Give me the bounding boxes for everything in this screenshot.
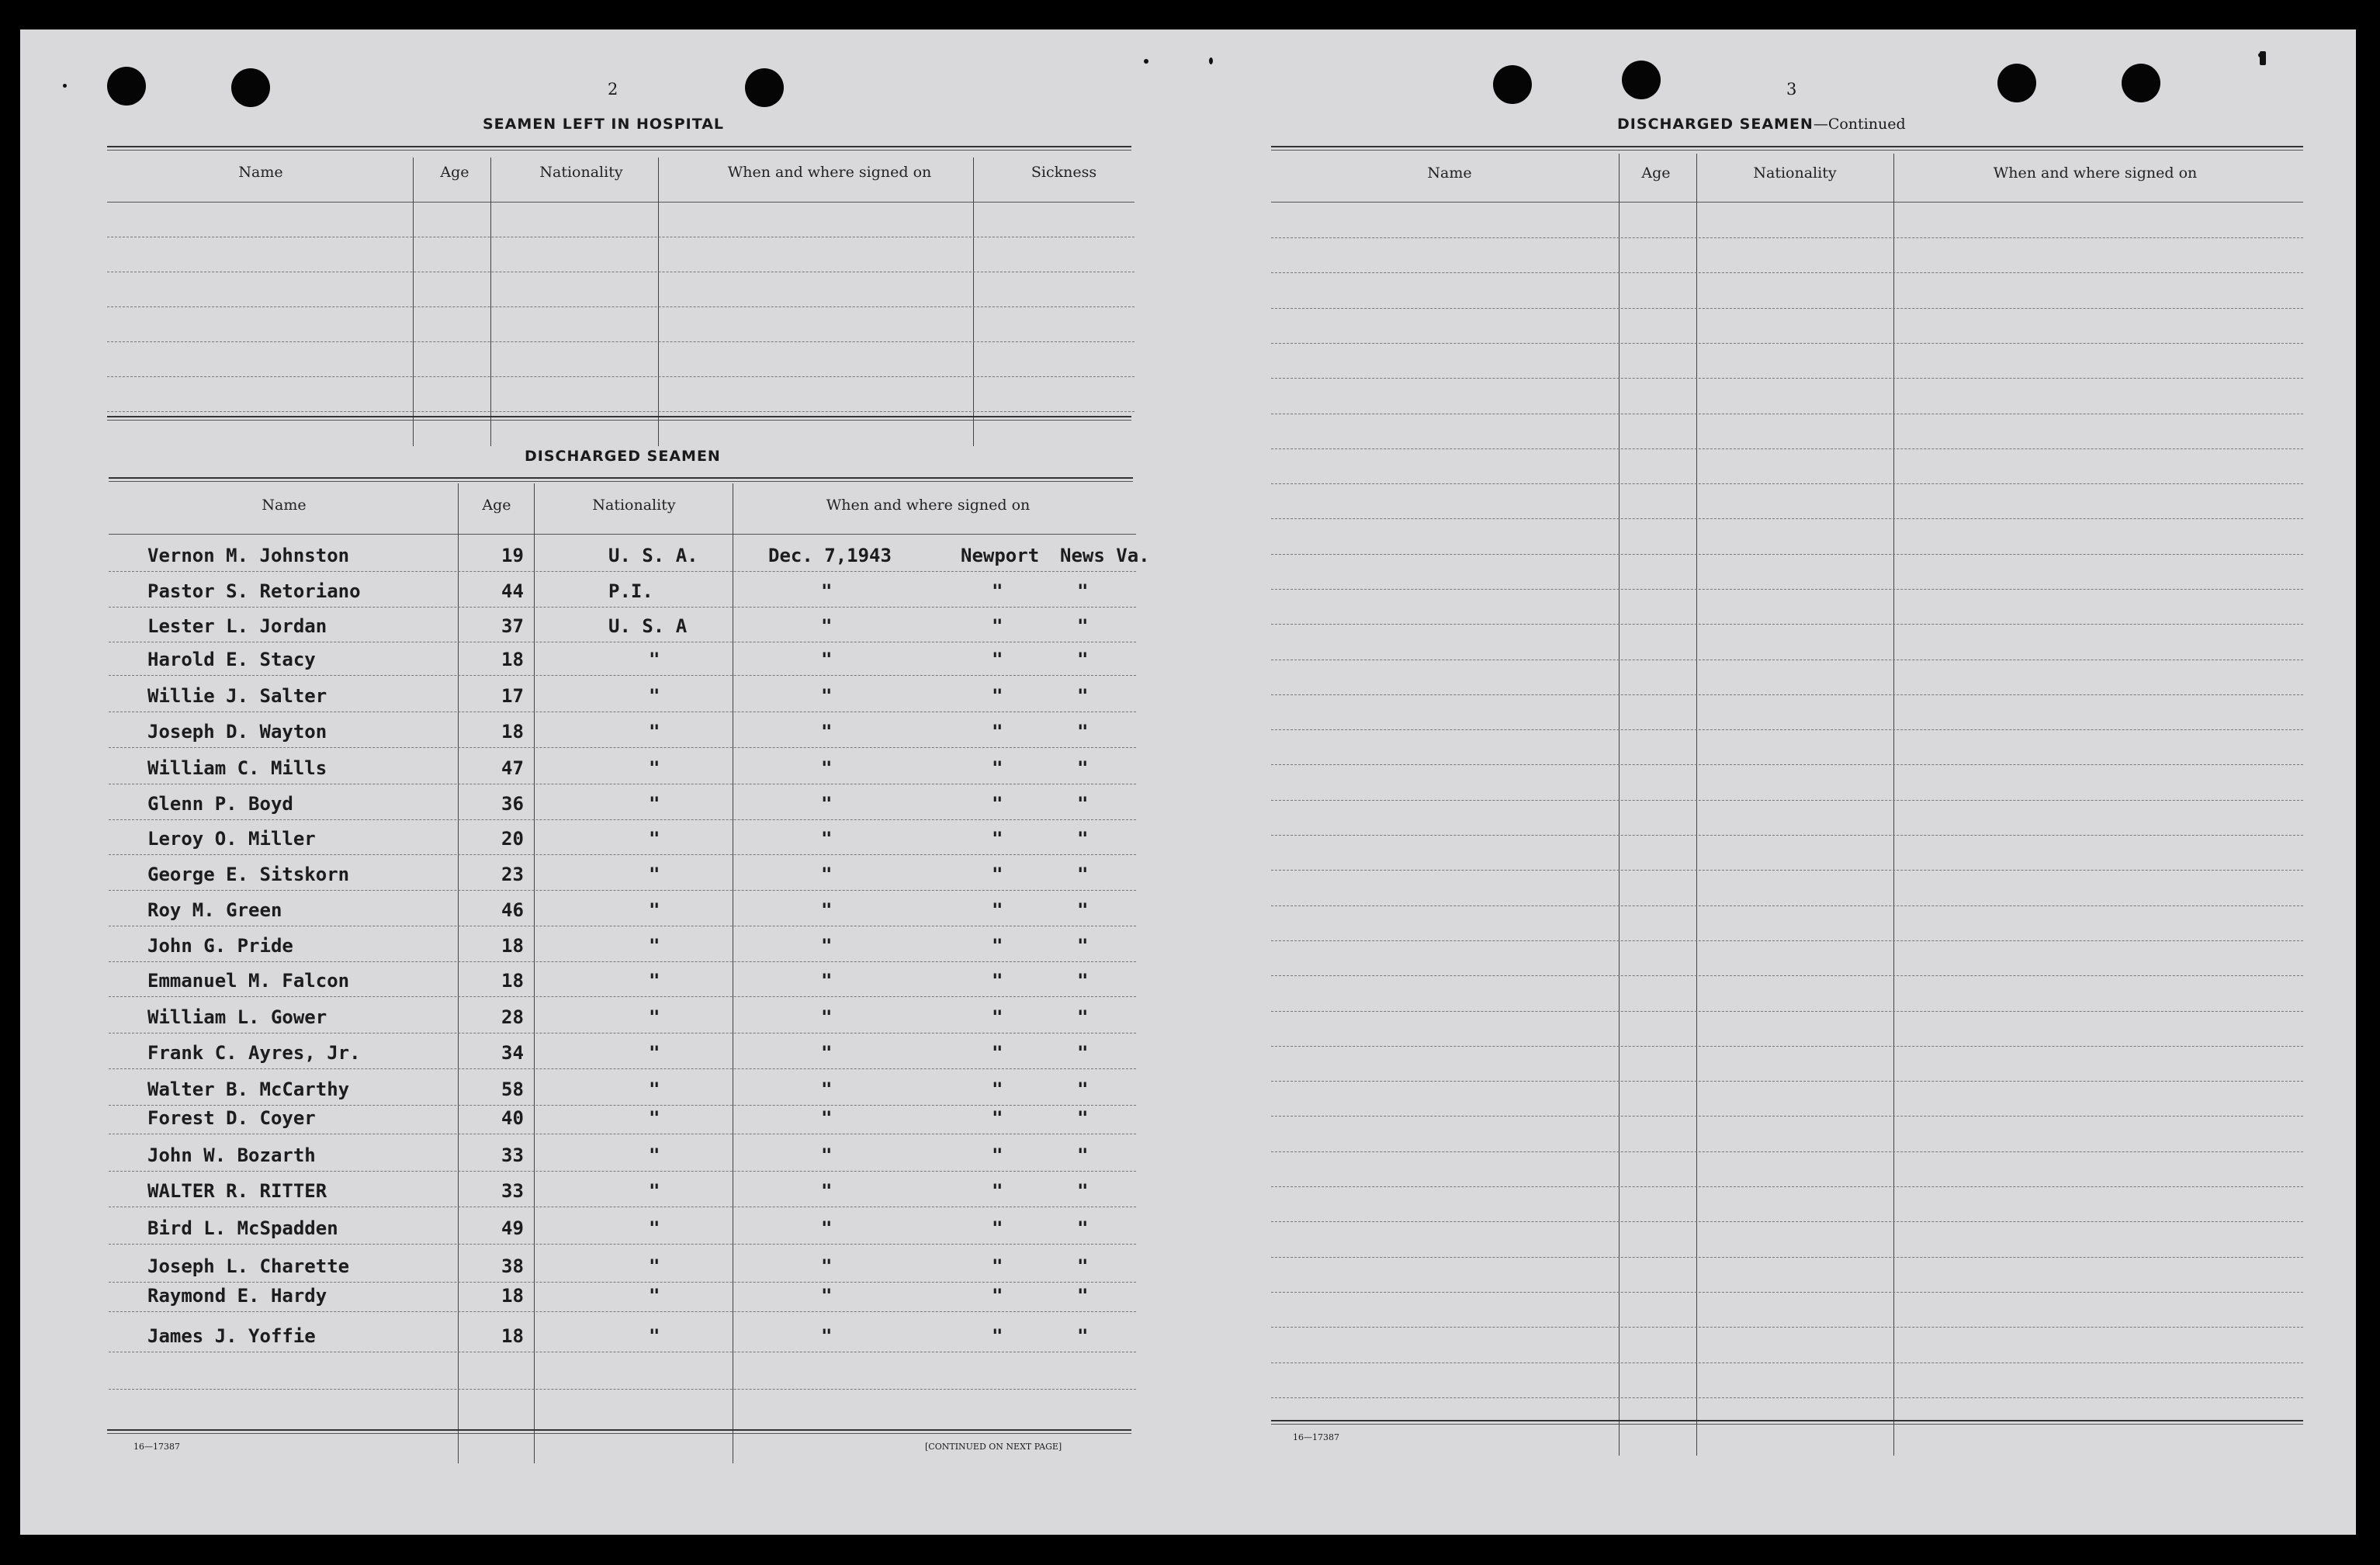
continued-section-title <box>1617 116 1906 133</box>
right-ruled-line <box>1271 1151 2303 1152</box>
signed-on-date: " <box>821 864 833 885</box>
signed-on-place: " <box>1077 1107 1089 1129</box>
signed-on-place: " <box>1077 615 1089 637</box>
signed-on-place: " <box>1077 649 1089 670</box>
seaman-age: 44 <box>501 580 524 602</box>
seaman-nationality: " <box>649 1180 660 1202</box>
punch-hole-icon <box>1997 64 2036 102</box>
signed-on-place: Newport <box>961 545 1040 566</box>
signed-on-date: " <box>821 1325 833 1347</box>
signed-on-date: " <box>821 721 833 743</box>
signed-on-place: " <box>1077 1042 1089 1064</box>
signed-on-place: " <box>1077 1180 1089 1202</box>
signed-on-date: " <box>821 1144 833 1166</box>
signed-on-place: " <box>1077 1217 1089 1239</box>
table-row-rule <box>109 571 1136 572</box>
seaman-nationality: " <box>649 1285 660 1307</box>
page-number-right: 3 <box>1786 80 1797 99</box>
seaman-name: James J. Yoffie <box>147 1325 316 1347</box>
seaman-nationality: U. S. A <box>608 615 688 637</box>
seaman-name: WALTER R. RITTER <box>147 1180 327 1202</box>
seaman-name: Joseph D. Wayton <box>147 721 327 743</box>
right-col-nationality: Nationality <box>1753 164 1837 182</box>
signed-on-place: " <box>992 1217 1003 1239</box>
signed-on-date: " <box>821 580 833 602</box>
right-ruled-line <box>1271 764 2303 765</box>
right-ruled-line <box>1271 1327 2303 1328</box>
document-sheet <box>20 29 2356 1535</box>
hospital-col-divider <box>658 158 659 446</box>
right-ruled-line <box>1271 1116 2303 1117</box>
seaman-age: 58 <box>501 1079 524 1100</box>
seaman-name: Walter B. McCarthy <box>147 1079 350 1100</box>
seaman-name: Vernon M. Johnston <box>147 545 350 566</box>
signed-on-place: " <box>992 757 1003 779</box>
signed-on-place: News Va. <box>1060 545 1150 566</box>
seaman-nationality: " <box>649 935 660 957</box>
hospital-ruled-line <box>107 411 1135 412</box>
right-header-rule <box>1271 202 2303 203</box>
right-top-rule <box>1271 146 2303 151</box>
right-col-divider <box>1893 154 1894 1456</box>
right-ruled-line <box>1271 343 2303 344</box>
signed-on-date: " <box>821 899 833 921</box>
seaman-age: 18 <box>501 721 524 743</box>
hospital-header-rule <box>107 202 1135 203</box>
seaman-name: Leroy O. Miller <box>147 828 316 850</box>
signed-on-place: " <box>1077 1006 1089 1028</box>
table-row-rule <box>109 996 1136 997</box>
seaman-age: 18 <box>501 935 524 957</box>
ink-speck <box>63 84 67 88</box>
signed-on-place: " <box>1077 1144 1089 1166</box>
continued-note: [CONTINUED ON NEXT PAGE] <box>925 1442 1062 1452</box>
signed-on-date: " <box>821 649 833 670</box>
table-row-rule <box>109 961 1136 962</box>
signed-on-date: " <box>821 1180 833 1202</box>
table-row-rule <box>109 1282 1136 1283</box>
punch-hole-icon <box>1622 61 1661 99</box>
signed-on-date: " <box>821 1079 833 1100</box>
hospital-ruled-line <box>107 341 1135 342</box>
seaman-name: John W. Bozarth <box>147 1144 316 1166</box>
signed-on-place: " <box>1077 1325 1089 1347</box>
seaman-nationality: " <box>649 685 660 707</box>
seaman-name: Frank C. Ayres, Jr. <box>147 1042 361 1064</box>
signed-on-place: " <box>1077 757 1089 779</box>
punch-hole-icon <box>2122 64 2160 102</box>
seaman-nationality: " <box>649 970 660 992</box>
discharged-col-divider <box>458 483 459 1463</box>
right-ruled-line <box>1271 1046 2303 1047</box>
seaman-age: 18 <box>501 1285 524 1307</box>
discharged-col-signed-on: When and where signed on <box>826 497 1031 514</box>
seaman-nationality: " <box>649 1217 660 1239</box>
signed-on-place: " <box>992 864 1003 885</box>
table-row-rule <box>109 675 1136 676</box>
form-number-left: 16—17387 <box>133 1442 180 1452</box>
table-row-rule <box>109 1105 1136 1106</box>
right-ruled-line <box>1271 448 2303 449</box>
ink-speck <box>1209 57 1213 64</box>
right-ruled-line <box>1271 1221 2303 1222</box>
hospital-col-age: Age <box>440 164 469 181</box>
seaman-name: Pastor S. Retoriano <box>147 580 361 602</box>
table-row-rule <box>109 1068 1136 1069</box>
right-ruled-line <box>1271 1011 2303 1012</box>
hospital-section-title: SEAMEN LEFT IN HOSPITAL <box>483 116 725 133</box>
seaman-age: 28 <box>501 1006 524 1028</box>
signed-on-date: " <box>821 793 833 815</box>
seaman-name: Joseph L. Charette <box>147 1255 350 1277</box>
hospital-col-nationality: Nationality <box>539 164 623 181</box>
signed-on-place: " <box>992 828 1003 850</box>
signed-on-place: " <box>992 721 1003 743</box>
punch-hole-icon <box>1493 65 1532 104</box>
signed-on-place: " <box>992 1042 1003 1064</box>
right-ruled-line <box>1271 870 2303 871</box>
signed-on-place: " <box>1077 864 1089 885</box>
right-ruled-line <box>1271 975 2303 976</box>
hospital-col-signed-on: When and where signed on <box>727 164 932 181</box>
discharged-col-divider <box>534 483 535 1463</box>
right-ruled-line <box>1271 1081 2303 1082</box>
seaman-name: Bird L. McSpadden <box>147 1217 338 1239</box>
punch-hole-icon <box>745 68 784 107</box>
table-row-rule <box>109 1311 1136 1312</box>
signed-on-date: " <box>821 1107 833 1129</box>
table-row-rule <box>109 890 1136 891</box>
seaman-age: 46 <box>501 899 524 921</box>
seaman-nationality: P.I. <box>608 580 653 602</box>
signed-on-place: " <box>1077 935 1089 957</box>
table-row-rule <box>109 1033 1136 1034</box>
signed-on-place: " <box>1077 685 1089 707</box>
hospital-col-divider <box>490 158 491 446</box>
seaman-nationality: " <box>649 1107 660 1129</box>
seaman-nationality: " <box>649 1255 660 1277</box>
signed-on-place: " <box>992 1107 1003 1129</box>
table-row-rule <box>109 747 1136 748</box>
signed-on-date: Dec. 7,1943 <box>768 545 892 566</box>
right-ruled-line <box>1271 800 2303 801</box>
seaman-age: 19 <box>501 545 524 566</box>
seaman-name: Glenn P. Boyd <box>147 793 293 815</box>
right-col-age: Age <box>1641 164 1671 182</box>
signed-on-place: " <box>992 1006 1003 1028</box>
right-ruled-line <box>1271 940 2303 941</box>
seaman-age: 33 <box>501 1144 524 1166</box>
seaman-nationality: " <box>649 757 660 779</box>
table-row-rule <box>109 1244 1136 1245</box>
seaman-name: Lester L. Jordan <box>147 615 327 637</box>
seaman-nationality: " <box>649 1042 660 1064</box>
hospital-ruled-line <box>107 306 1135 307</box>
seaman-name: Roy M. Green <box>147 899 282 921</box>
discharged-bottom-rule <box>107 1429 1131 1434</box>
hospital-ruled-line <box>107 376 1135 377</box>
seaman-nationality: " <box>649 864 660 885</box>
signed-on-place: " <box>1077 899 1089 921</box>
hospital-top-rule <box>107 146 1131 151</box>
seaman-age: 40 <box>501 1107 524 1129</box>
seaman-name: Forest D. Coyer <box>147 1107 316 1129</box>
right-ruled-line <box>1271 308 2303 309</box>
signed-on-place: " <box>1077 721 1089 743</box>
discharged-col-nationality: Nationality <box>592 497 676 514</box>
right-col-divider <box>1696 154 1697 1456</box>
signed-on-place: " <box>992 1255 1003 1277</box>
seaman-name: Raymond E. Hardy <box>147 1285 327 1307</box>
seaman-nationality: U. S. A. <box>608 545 698 566</box>
signed-on-place: " <box>992 1325 1003 1347</box>
signed-on-date: " <box>821 1217 833 1239</box>
seaman-age: 18 <box>501 649 524 670</box>
right-ruled-line <box>1271 729 2303 730</box>
signed-on-date: " <box>821 1285 833 1307</box>
seaman-age: 33 <box>501 1180 524 1202</box>
seaman-name: William L. Gower <box>147 1006 327 1028</box>
seaman-name: Willie J. Salter <box>147 685 327 707</box>
right-ruled-line <box>1271 272 2303 273</box>
seaman-age: 34 <box>501 1042 524 1064</box>
signed-on-date: " <box>821 615 833 637</box>
seaman-age: 20 <box>501 828 524 850</box>
right-ruled-line <box>1271 1397 2303 1398</box>
seaman-name: Harold E. Stacy <box>147 649 316 670</box>
signed-on-place: " <box>1077 1255 1089 1277</box>
right-ruled-line <box>1271 1257 2303 1258</box>
right-bottom-rule <box>1271 1420 2303 1425</box>
signed-on-date: " <box>821 1042 833 1064</box>
signed-on-date: " <box>821 828 833 850</box>
signed-on-place: " <box>1077 1285 1089 1307</box>
seaman-nationality: " <box>649 721 660 743</box>
signed-on-date: " <box>821 935 833 957</box>
hospital-col-sickness: Sickness <box>1031 164 1097 181</box>
seaman-age: 38 <box>501 1255 524 1277</box>
seaman-nationality: " <box>649 1144 660 1166</box>
right-ruled-line <box>1271 624 2303 625</box>
table-row-rule <box>109 854 1136 855</box>
seaman-age: 17 <box>501 685 524 707</box>
signed-on-place: " <box>992 1285 1003 1307</box>
table-row-rule <box>109 819 1136 820</box>
punch-hole-icon <box>231 68 270 107</box>
table-row-rule <box>109 1171 1136 1172</box>
signed-on-date: " <box>821 1255 833 1277</box>
right-ruled-line <box>1271 518 2303 519</box>
right-ruled-line <box>1271 554 2303 555</box>
ink-speck <box>2260 51 2266 65</box>
hospital-col-divider <box>413 158 414 446</box>
punch-hole-icon <box>107 67 146 106</box>
right-ruled-line <box>1271 1186 2303 1187</box>
seaman-nationality: " <box>649 793 660 815</box>
discharged-header-rule <box>109 534 1136 535</box>
seaman-age: 18 <box>501 970 524 992</box>
signed-on-place: " <box>992 793 1003 815</box>
hospital-col-divider <box>973 158 974 446</box>
seaman-nationality: " <box>649 828 660 850</box>
right-ruled-line <box>1271 835 2303 836</box>
signed-on-place: " <box>1077 580 1089 602</box>
signed-on-place: " <box>992 1144 1003 1166</box>
right-col-signed-on: When and where signed on <box>1993 164 2198 182</box>
seaman-age: 18 <box>501 1325 524 1347</box>
right-ruled-line <box>1271 237 2303 238</box>
discharged-top-rule <box>109 477 1133 482</box>
right-col-name: Name <box>1427 164 1472 182</box>
signed-on-place: " <box>992 935 1003 957</box>
discharged-col-name: Name <box>262 497 307 514</box>
seaman-name: Emmanuel M. Falcon <box>147 970 350 992</box>
table-row-rule <box>109 607 1136 608</box>
seaman-age: 36 <box>501 793 524 815</box>
seaman-name: John G. Pride <box>147 935 293 957</box>
continued-title-main: DISCHARGED SEAMEN <box>1617 116 1814 133</box>
signed-on-place: " <box>1077 828 1089 850</box>
ink-speck <box>1144 59 1148 64</box>
seaman-age: 37 <box>501 615 524 637</box>
hospital-bottom-rule <box>107 416 1131 421</box>
signed-on-place: " <box>992 1079 1003 1100</box>
seaman-age: 47 <box>501 757 524 779</box>
seaman-nationality: " <box>649 649 660 670</box>
seaman-nationality: " <box>649 1079 660 1100</box>
right-ruled-line <box>1271 378 2303 379</box>
page-number-left: 2 <box>608 80 618 99</box>
continued-title-suffix: —Continued <box>1813 116 1906 133</box>
signed-on-place: " <box>992 615 1003 637</box>
form-number-right: 16—17387 <box>1293 1432 1339 1442</box>
right-ruled-line <box>1271 1362 2303 1363</box>
right-ruled-line <box>1271 905 2303 906</box>
seaman-nationality: " <box>649 899 660 921</box>
seaman-age: 49 <box>501 1217 524 1239</box>
signed-on-date: " <box>821 685 833 707</box>
table-row-rule <box>109 1389 1136 1390</box>
signed-on-place: " <box>992 970 1003 992</box>
right-ruled-line <box>1271 694 2303 695</box>
signed-on-place: " <box>992 685 1003 707</box>
seaman-nationality: " <box>649 1325 660 1347</box>
seaman-name: George E. Sitskorn <box>147 864 350 885</box>
right-ruled-line <box>1271 483 2303 484</box>
seaman-age: 23 <box>501 864 524 885</box>
discharged-col-age: Age <box>482 497 511 514</box>
signed-on-place: " <box>992 1180 1003 1202</box>
signed-on-place: " <box>992 649 1003 670</box>
seaman-nationality: " <box>649 1006 660 1028</box>
right-ruled-line <box>1271 1292 2303 1293</box>
signed-on-place: " <box>1077 1079 1089 1100</box>
signed-on-date: " <box>821 757 833 779</box>
signed-on-place: " <box>992 899 1003 921</box>
seaman-name: William C. Mills <box>147 757 327 779</box>
signed-on-place: " <box>1077 793 1089 815</box>
hospital-col-name: Name <box>238 164 283 181</box>
right-col-divider <box>1619 154 1620 1456</box>
right-ruled-line <box>1271 589 2303 590</box>
signed-on-place: " <box>1077 970 1089 992</box>
signed-on-date: " <box>821 1006 833 1028</box>
signed-on-date: " <box>821 970 833 992</box>
signed-on-place: " <box>992 580 1003 602</box>
discharged-section-title: DISCHARGED SEAMEN <box>525 448 721 465</box>
